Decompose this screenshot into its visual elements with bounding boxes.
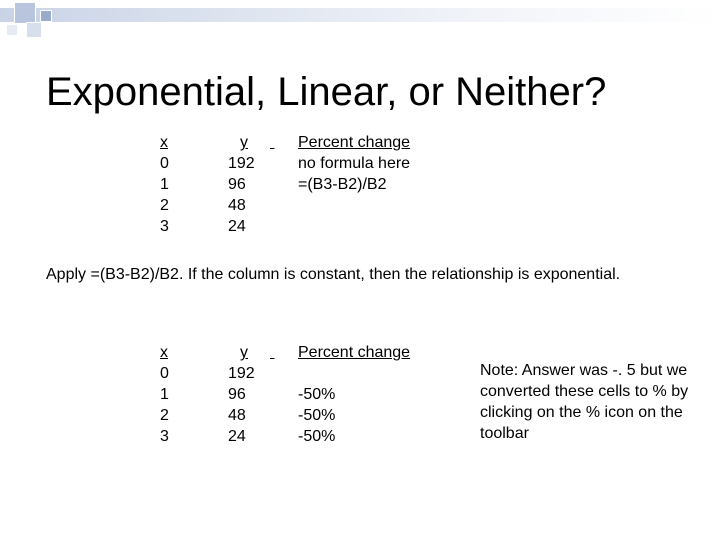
cell: 0	[160, 365, 169, 382]
cell: -50%	[298, 386, 336, 403]
table-1-y-column	[228, 132, 255, 237]
table-2-percent-column	[298, 342, 410, 447]
cell: 24	[228, 428, 246, 445]
decorative-square	[14, 2, 36, 24]
cell: =(B3-B2)/B2	[298, 176, 387, 193]
table-2-y-column	[228, 342, 255, 447]
cell: 2	[160, 197, 169, 214]
top-decorative-bar	[0, 8, 720, 22]
header-percent-change: Percent change	[298, 344, 411, 361]
cell: 48	[228, 197, 246, 214]
header-x: x	[160, 344, 168, 361]
instruction-text: Apply =(B3-B2)/B2. If the column is constant, then the relationship is exponential.	[46, 266, 621, 283]
note-text: Note: Answer was -. 5 but we converted these cells to % by clicking on the % icon on the toolbar	[480, 362, 689, 442]
cell: 1	[160, 386, 169, 403]
table-1-spacer-underline	[270, 132, 298, 153]
header-y: y	[240, 134, 248, 151]
cell: 24	[228, 218, 246, 235]
decorative-square	[6, 24, 18, 36]
slide-title: Exponential, Linear, or Neither?	[46, 70, 607, 114]
decorative-square	[40, 10, 52, 22]
cell: 96	[228, 176, 246, 193]
cell: 96	[228, 386, 246, 403]
cell: 48	[228, 407, 246, 424]
table-1-percent-column	[298, 132, 410, 195]
cell: 3	[160, 218, 169, 235]
cell: 0	[160, 155, 169, 172]
header-x: x	[160, 134, 168, 151]
table-2-spacer-underline	[270, 342, 298, 363]
header-percent-change: Percent change	[298, 134, 411, 151]
decorative-square	[26, 22, 42, 38]
cell: no formula here	[298, 155, 411, 172]
cell: 3	[160, 428, 169, 445]
header-y: y	[240, 344, 248, 361]
cell: -50%	[298, 428, 336, 445]
cell: 192	[228, 365, 255, 382]
cell	[298, 363, 410, 384]
table-2-x-column	[160, 342, 190, 447]
cell: 192	[228, 155, 255, 172]
table-1-x-column	[160, 132, 190, 237]
cell: -50%	[298, 407, 336, 424]
cell: 2	[160, 407, 169, 424]
cell: 1	[160, 176, 169, 193]
